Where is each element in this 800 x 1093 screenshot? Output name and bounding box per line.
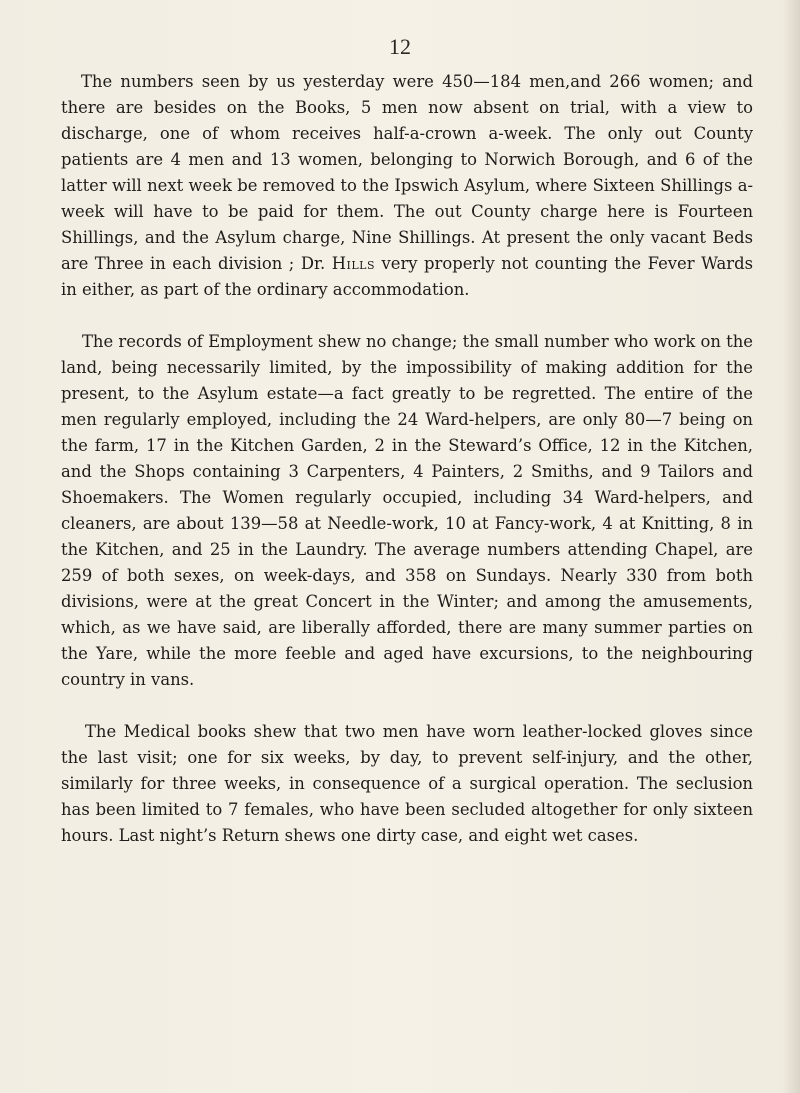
paragraph-patient-numbers (61, 69, 753, 303)
paragraph-employment: The records of Employment shew no change; the small number who work on the land, being necessarily limited, by the impossibility of making addition for the present, to the Asylum estate—a fact greatly to be regretted. The entire of the men regularly employed, including the 24 Ward-helpers, are only 80—7 being on the farm, 17 in the Kitchen Garden, 2 in the Steward’s Office, 12 in the Kitchen, and the Shops containing 3 Carpenters, 4 Painters, 2 Smiths, and 9 Tailors and Shoemakers. The Women regularly occupied, including 34 Ward-helpers, and cleaners, are about 139—58 at Needle-work, 10 at Fancy-work, 4 at Knitting, 8 in the Kitchen, and 25 in the Laundry. The average numbers attending Chapel, are 259 of both sexes, on week-days, and 358 on Sundays. Nearly 330 from both divisions, were at the great Concert in the Winter; and among the amusements, which, as we have said, are liberally afforded, there are many summer parties on the Yare, while the more feeble and aged have excursions, to the neighbouring country in vans. (61, 332, 753, 689)
document-body (61, 69, 753, 849)
doctor-name: Hills (331, 254, 375, 273)
paragraph-text: very properly not counting the Fever Wards in either, as part of the ordinary accommodation. (61, 254, 754, 299)
paragraph-medical-books: The Medical books shew that two men have worn leather-locked gloves since the last visit; one for six weeks, by day, to prevent self-injury, and the other, similarly for three weeks, in consequence of a surgical operation. The seclusion has been limited to 7 females, who have been secluded altogether for only sixteen hours. Last night’s Return shews one dirty case, and eight wet cases. (61, 722, 753, 845)
page-edge-shadow (782, 0, 800, 1093)
page-number: 12 (389, 34, 411, 59)
paragraph-text: The numbers seen by us yesterday were 450—184 men,and 266 women; and there are besides on the Books, 5 men now absent on trial, with a view to discharge, one of whom receives half-a-crown a-week. The only out County patients are 4 men and 13 women, belonging to Norwich Borough, and 6 of the latter will next week be removed to the Ipswich Asylum, where Sixteen Shillings a-week will have to be paid for them. The out County charge here is Fourteen Shillings, and the Asylum charge, Nine Shillings. At present the only vacant Beds are Three in each division ; Dr. (61, 72, 753, 273)
